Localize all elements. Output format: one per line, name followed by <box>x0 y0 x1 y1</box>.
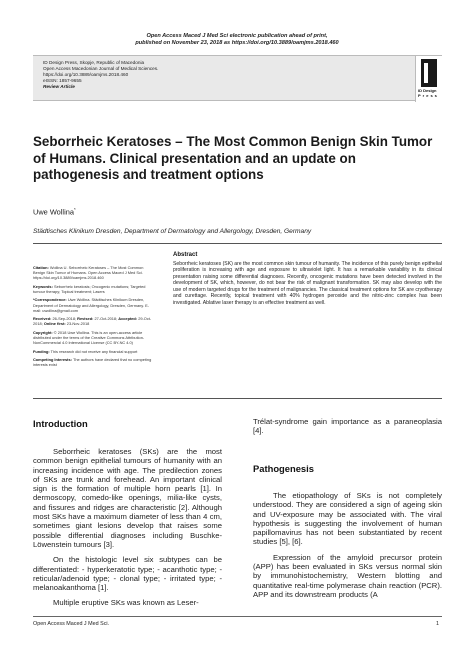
abstract-text: Seborrheic keratoses (SK) are the most common skin tumour of humanity. The incidence of this purely benign epithelial proliferation is increasing with age and exposure to ultraviolet light. It has a remarkable variability in its clinical presentation raising some differential diagnoses. Recently, oncogenic mutations have been detected involved in the development of SK, which, however, do not bear the risk of malignant transformation. SK may also develop with the use of modern targeted drugs for the treatment of malignancies. The classical treatment options for SK are cryotherapy and curettage. Recently, topical treatment with 40% hydrogen peroxide and the nitric-zinc complex has been investigated. Ablative laser therapy is an effective treatment as well. <box>173 261 442 306</box>
publisher-logo-text <box>418 88 442 98</box>
article-sidebar <box>33 265 153 371</box>
epub-notice-line-2: published on November 23, 2018 as https://doi.org/10.3889/oamjms.2018.460 <box>135 40 339 46</box>
publisher-logo <box>415 56 442 102</box>
copyright: Copyright: © 2018 Uwe Wollina. This is an open-access article distributed under the terms of the Creative Commons Attribution-NonCommercial 4.0 International License (CC BY-NC 4.0) <box>33 329 145 346</box>
footer-divider <box>33 616 442 617</box>
journal-name: Open Access Macedonian Journal of Medical Sciences. <box>43 66 159 71</box>
journal-info <box>43 60 158 90</box>
right-column-continuation <box>253 417 442 442</box>
journal-doi[interactable]: https://doi.org/10.3889/oamjms.2018.460 <box>43 72 129 77</box>
page-number: 1 <box>436 621 439 627</box>
article-title: Seborrheic Keratoses – The Most Common Benign Skin Tumor of Humans. Clinical presentation and an update on pathogenesis and treatment options <box>33 134 433 182</box>
citation: Citation: Wollina U. Seborrheic Keratoses – The Most Common Benign Skin Tumor of Humans. Open Access Maced J Med Sci. https://doi.org/10.3889/oamjms.2018.460 <box>33 265 144 281</box>
abstract-heading: Abstract <box>173 252 198 258</box>
pathogenesis-heading: Pathogenesis <box>253 463 314 474</box>
journal-eissn: eISSN: 1857-9655 <box>43 78 82 83</box>
epub-notice <box>0 33 474 47</box>
introduction-paragraph-1: Seborrheic keratoses (SKs) are the most common benign epithelial tumours of humanity with an increasing incidence with age. The predilection zones of SKs are trunk and forehead. An important clinical sign is the formation of multiple horn pearls [1]. In dermoscopy, comedo-like openings, milia-like cysts, and fissures and ridges are characteristic [2]. Although most SKs have a maximum diameter of less than 4 cm, sometimes giant lesions develop that raises some possible differential diagnoses including Buschke-Löwenstein tumours [3]. <box>33 447 222 549</box>
logo-text-line-1: ID Design <box>418 88 437 93</box>
author <box>33 207 76 216</box>
pathogenesis-body <box>253 491 442 605</box>
introduction-paragraph-3: Multiple eruptive SKs was known as Leser- <box>53 598 199 608</box>
author-mark: * <box>73 207 76 212</box>
abstract-divider <box>33 398 442 399</box>
article-type: Review Article <box>43 84 75 89</box>
affiliation: Städtisches Klinikum Dresden, Department of Dermatology and Allergology, Dresden, Germany <box>33 228 312 235</box>
logo-text-line-2: Press <box>418 93 439 98</box>
footer-journal: Open Access Maced J Med Sci. <box>33 621 110 627</box>
keywords: Keywords: Seborrheic keratosis; Oncogenic mutations; Targeted tumour therapy; Topical treatment; Lasers <box>33 283 146 294</box>
introduction-heading: Introduction <box>33 418 88 429</box>
author-name: Uwe Wollina <box>33 207 74 217</box>
publisher-logo-icon <box>421 59 437 87</box>
journal-publisher: ID Design Press, Skopje, Republic of Macedonia <box>43 60 145 65</box>
pathogenesis-paragraph-1: The etiopathology of SKs is not completely understood. They are considered a sign of ageing skin and UV-exposure may be associated with. The viral hypothesis is suggesting the involvement of human papillomavirus has not been substantiated by recent studies [5], [6]. <box>253 491 442 547</box>
introduction-body <box>33 447 222 614</box>
competing-interests: Competing Interests: The authors have declared that no competing interests exist <box>33 357 152 368</box>
funding: Funding: This research did not receive any financial support <box>33 348 138 354</box>
introduction-paragraph-2: On the histologic level six subtypes can be differentiated: - hyperkeratotic type; - acanthotic type; - reticular/adenoid type; - clonal type; - irritated type; - melanoakanthoma [1]. <box>33 555 222 593</box>
pathogenesis-paragraph-2: Expression of the amyloid precursor protein (APP) has been evaluated in SKs versus normal skin by immunohistochemistry, Western blotting and quantitative real-time polymerase chain reaction (PCR). APP and its downstream products (A <box>253 552 442 599</box>
continuation-paragraph: Trélat-syndrome gain importance as a paraneoplasia [4]. <box>253 417 442 436</box>
correspondence: *Correspondence: Uwe Wollina. Städtisches Klinikum Dresden, Department of Dermatology and Allergology, Dresden, Germany. E-mail: uwollina@gmail.com <box>33 297 149 313</box>
dates: Received: 26-Sep-2018; Revised: 27-Oct-2018; Accepted: 29-Oct-2018; Online first: 23-Nov-2018 <box>33 316 152 327</box>
journal-header <box>33 55 442 101</box>
epub-notice-line-1: Open Access Maced J Med Sci electronic publication ahead of print, <box>146 33 328 39</box>
header-divider <box>33 243 442 244</box>
